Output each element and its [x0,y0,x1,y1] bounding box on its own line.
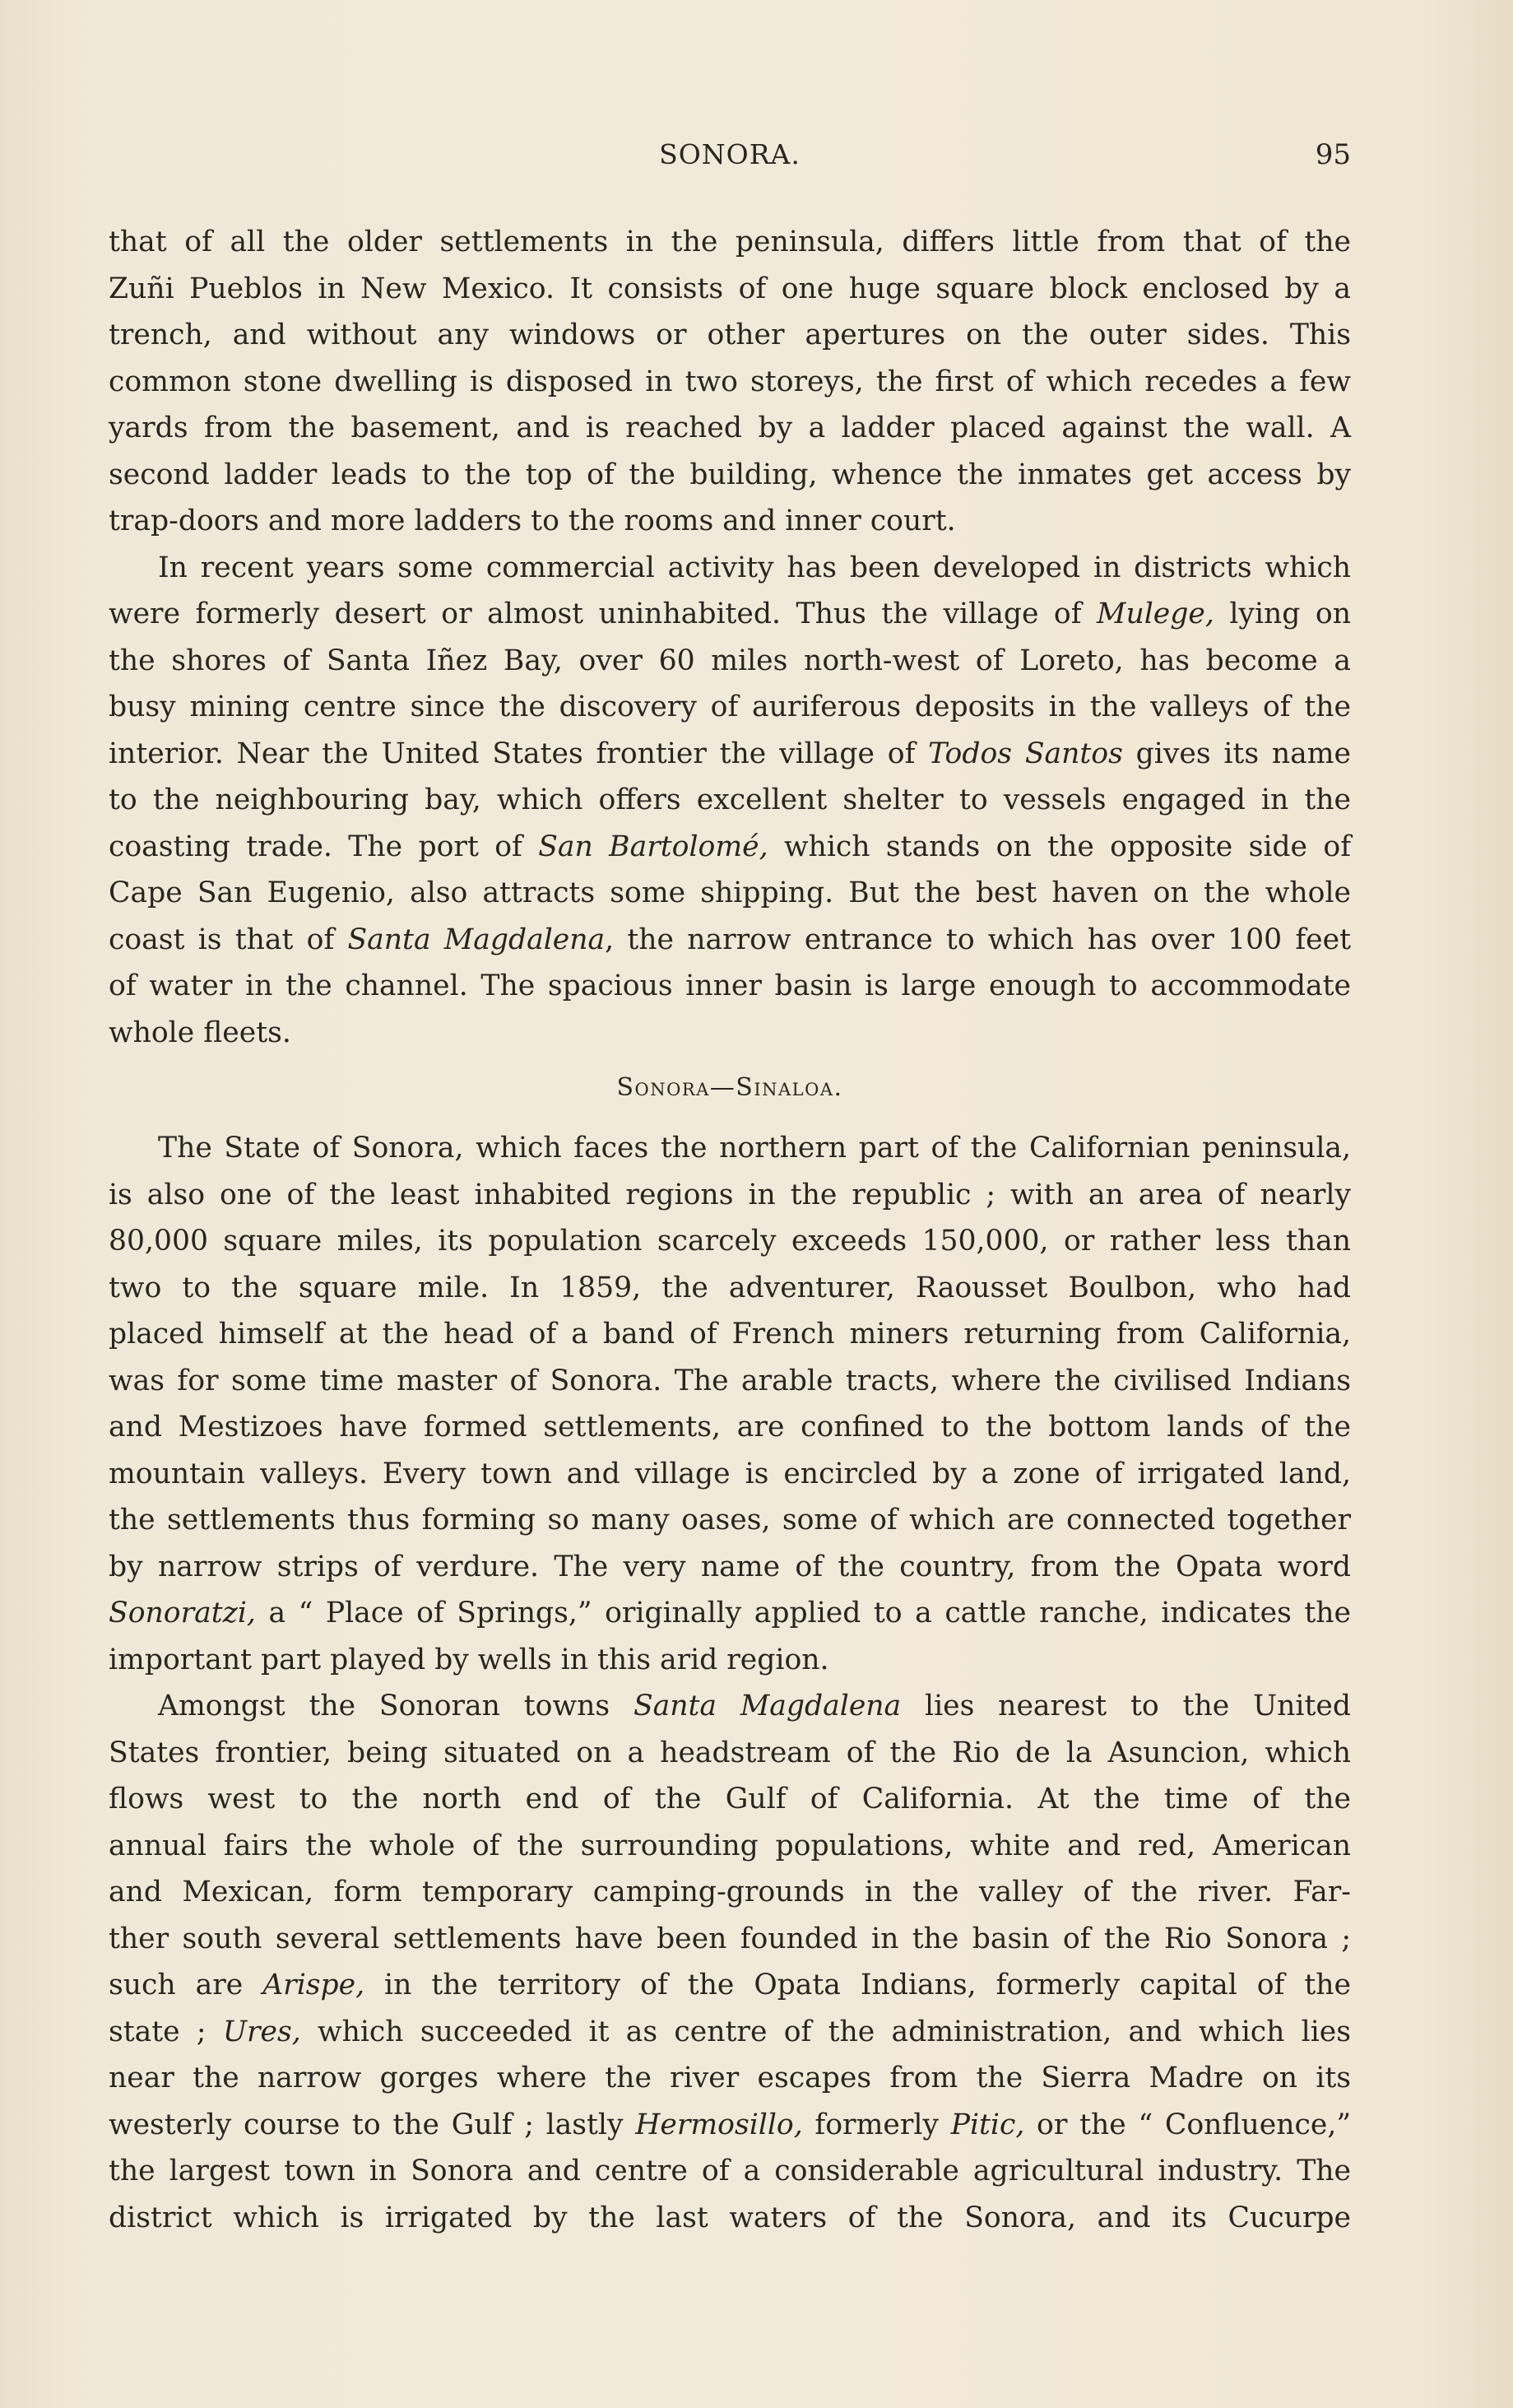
text-line: that of all the older settlements in the peninsula, differs little from that of the [109,225,1351,258]
text-line: of water in the channel. The spacious inner basin is large enough to accommodate [109,969,1351,1002]
text-line: state ; Ures, which succeeded it as centre of the administration, and which lies [109,2015,1352,2048]
text-line: mountain valleys. Every town and village is encircled by a zone of irrigated land, [109,1457,1351,1490]
text-line: two to the square mile. In 1859, the adventurer, Raousset Boulbon, who had [109,1271,1351,1304]
text-line: to the neighbouring bay, which offers excellent shelter to vessels engaged in the [109,783,1351,816]
text-line: Sonoratzi, a “ Place of Springs,” originally applied to a cattle ranche, indicates the [109,1597,1351,1629]
text-line: district which is irrigated by the last waters of the Sonora, and its Cucurpe [109,2201,1351,2234]
text-line: and Mestizoes have formed settlements, are confined to the bottom lands of the [109,1411,1351,1443]
text-line: busy mining centre since the discovery of auriferous deposits in the valleys of the [109,690,1351,723]
text-line: Amongst the Sonoran towns Santa Magdalena lies nearest to the United [158,1690,1351,1722]
running-head: SONORA. [659,138,801,170]
text-line: The State of Sonora, which faces the northern part of the Californian peninsula, [158,1132,1351,1164]
italic-term: Sonoratzi, [109,1597,256,1629]
italic-term: Pitic, [950,2108,1025,2141]
text-line: the shores of Santa Iñez Bay, over 60 miles north-west of Loreto, has become a [109,644,1351,677]
text-line: and Mexican, form temporary camping-grounds in the valley of the river. Far- [109,1876,1351,1908]
text-line: 80,000 square miles, its population scarcely exceeds 150,000, or rather less than [109,1225,1351,1257]
text-line: second ladder leads to the top of the building, whence the inmates get access by [109,458,1351,491]
text-line: interior. Near the United States frontier the village of Todos Santos gives its name [109,737,1351,770]
text-line: States frontier, being situated on a headstream of the Rio de la Asuncion, which [109,1736,1351,1769]
text-line: common stone dwelling is disposed in two storeys, the first of which recedes a few [109,365,1351,398]
page-header [109,138,1351,179]
italic-term: Santa Magdalena [347,923,606,956]
text-line: coast is that of Santa Magdalena, the narrow entrance to which has over 100 feet [109,923,1351,956]
italic-term: Hermosillo, [635,2108,803,2141]
italic-term: Todos Santos [928,737,1123,770]
text-line: the largest town in Sonora and centre of a considerable agricultural industry. The [109,2155,1351,2187]
text-line: In recent years some commercial activity has been developed in districts which [158,551,1351,584]
text-line: were formerly desert or almost uninhabited. Thus the village of Mulege, lying on [109,597,1351,630]
text-line: is also one of the least inhabited regions in the republic ; with an area of nearly [109,1178,1351,1211]
text-line: by narrow strips of verdure. The very name of the country, from the Opata word [109,1550,1351,1583]
text-line: the settlements thus forming so many oases, some of which are connected together [109,1504,1351,1536]
page-number: 95 [1315,138,1351,171]
text-line: ther south several settlements have been founded in the basin of the Rio Sonora ; [109,1922,1351,1955]
text-line: placed himself at the head of a band of French miners returning from California, [109,1318,1351,1350]
text-line: important part played by wells in this arid region. [109,1643,829,1676]
italic-term: Arispe, [262,1969,365,2001]
text-line: flows west to the north end of the Gulf of California. At the time of the [109,1783,1351,1815]
text-line: trap-doors and more ladders to the rooms and inner court. [109,504,956,537]
text-line: such are Arispe, in the territory of the Opata Indians, formerly capital of the [109,1969,1351,2001]
text-line: Zuñi Pueblos in New Mexico. It consists of one huge square block enclosed by a [109,272,1351,305]
text-line: near the narrow gorges where the river escapes from the Sierra Madre on its [109,2062,1351,2094]
italic-term: Ures, [222,2015,301,2048]
text-line: westerly course to the Gulf ; lastly Hermosillo, formerly Pitic, or the “ Confluence,” [109,2108,1351,2141]
section-heading: Sonora—Sinaloa. [616,1073,843,1102]
text-line: coasting trade. The port of San Bartolomé, which stands on the opposite side of [109,830,1352,863]
text-line: was for some time master of Sonora. The arable tracts, where the civilised Indians [109,1364,1351,1397]
text-line: trench, and without any windows or other apertures on the outer sides. This [109,318,1351,351]
text-line: Cape San Eugenio, also attracts some shipping. But the best haven on the whole [109,876,1351,909]
italic-term: Santa Magdalena [633,1690,902,1722]
text-line: annual fairs the whole of the surrounding populations, white and red, American [109,1829,1351,1862]
body-text [109,219,1351,2241]
italic-term: San Bartolomé, [538,830,768,863]
text-line: yards from the basement, and is reached by a ladder placed against the wall. A [109,411,1351,444]
text-line: whole fleets. [109,1016,291,1049]
italic-term: Mulege, [1097,597,1214,630]
